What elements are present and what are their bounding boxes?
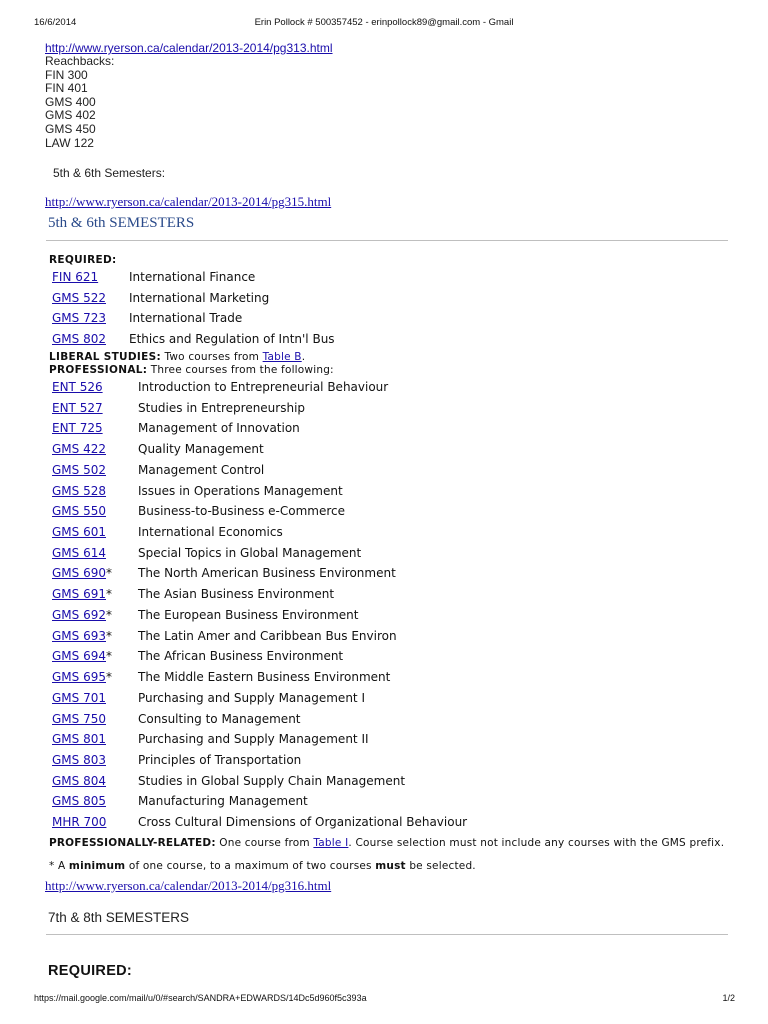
course-code-link[interactable]: GMS 693: [52, 628, 106, 643]
section-heading-5-6: 5th & 6th SEMESTERS: [48, 215, 195, 231]
course-code-link[interactable]: GMS 691: [52, 587, 106, 602]
calendar-link-pg316[interactable]: http://www.ryerson.ca/calendar/2013-2014/pg316.html: [45, 878, 332, 893]
course-code-link[interactable]: GMS 528: [52, 483, 106, 498]
course-title: Special Topics in Global Management: [138, 545, 362, 560]
professionally-related-text: One course from: [215, 837, 314, 849]
print-header: [0, 17, 768, 31]
course-code-link[interactable]: GMS 422: [52, 442, 106, 457]
course-code-link[interactable]: GMS 803: [52, 752, 106, 767]
course-code-link[interactable]: GMS 614: [52, 545, 106, 560]
course-title: Principles of Transportation: [138, 752, 302, 767]
course-title: International Finance: [129, 270, 256, 284]
course-title: Introduction to Entrepreneurial Behaviour: [138, 380, 389, 394]
professionally-related-label: PROFESSIONALLY-RELATED:: [49, 837, 216, 849]
section-heading-7-8: 7th & 8th SEMESTERS: [48, 910, 190, 925]
course-code-link[interactable]: GMS 750: [52, 711, 106, 726]
course-code-link[interactable]: GMS 502: [52, 462, 106, 477]
course-title: International Economics: [138, 525, 283, 540]
course-title: International Marketing: [129, 290, 270, 305]
course-title: Management of Innovation: [138, 421, 300, 436]
course-title: Cross Cultural Dimensions of Organizational Behaviour: [138, 815, 468, 830]
course-title: The Latin Amer and Caribbean Bus Environ: [138, 628, 397, 643]
course-code-link[interactable]: GMS 694: [52, 649, 106, 664]
reachback-item: LAW 122: [45, 135, 94, 150]
liberal-studies-text: Two courses from: [160, 351, 263, 363]
course-title: Quality Management: [138, 442, 264, 457]
asterisk-marker: *: [106, 587, 112, 602]
course-code-link[interactable]: GMS 522: [52, 290, 106, 305]
print-date: 16/6/2014: [34, 17, 77, 28]
reachback-item: FIN 300: [45, 67, 88, 82]
course-title: Management Control: [138, 462, 265, 477]
professional-label: PROFESSIONAL:: [49, 364, 148, 376]
print-page-number: 1/2: [722, 993, 735, 1003]
liberal-studies-label: LIBERAL STUDIES:: [49, 351, 161, 363]
asterisk-marker: *: [106, 628, 112, 643]
course-code-link[interactable]: FIN 621: [52, 270, 99, 284]
reachbacks-block: [45, 55, 114, 150]
course-code-link[interactable]: GMS 701: [52, 690, 106, 705]
section-divider: [46, 934, 728, 935]
section-divider: [46, 240, 728, 241]
calendar-link-pg313[interactable]: http://www.ryerson.ca/calendar/2013-2014/pg313.html: [45, 41, 333, 55]
print-url: https://mail.google.com/mail/u/0/#search/SANDRA+EDWARDS/14Dc5d960f5c393a: [34, 993, 367, 1003]
reachbacks-label: Reachbacks:: [45, 54, 115, 68]
liberal-studies-note: [49, 351, 305, 363]
professionally-related-note: [49, 837, 739, 849]
course-title: Consulting to Management: [138, 711, 301, 726]
minimum-note-bold1: minimum: [68, 860, 126, 872]
liberal-studies-end: .: [301, 351, 306, 363]
minimum-note-part1: * A: [49, 860, 69, 872]
professionally-related-end: . Course selection must not include any courses with the GMS prefix.: [348, 837, 725, 849]
asterisk-marker: *: [106, 649, 112, 664]
course-title: Ethics and Regulation of Intn'l Bus: [129, 332, 335, 347]
course-code-link[interactable]: GMS 801: [52, 732, 106, 747]
required-label-7-8: REQUIRED:: [48, 963, 133, 979]
course-title: The Asian Business Environment: [138, 587, 335, 602]
course-code-link[interactable]: GMS 550: [52, 504, 106, 519]
minimum-note-part2: of one course, to a maximum of two courses: [125, 860, 376, 872]
course-title: The North American Business Environment: [138, 566, 396, 581]
course-title: Issues in Operations Management: [138, 483, 343, 498]
course-title: The African Business Environment: [138, 649, 344, 664]
course-code-link[interactable]: GMS 601: [52, 525, 106, 540]
professional-text: Three courses from the following:: [147, 364, 334, 376]
minimum-note-bold2: must: [375, 860, 406, 872]
minimum-note: [49, 860, 476, 872]
course-code-link[interactable]: GMS 805: [52, 794, 106, 809]
table-i-link[interactable]: Table I: [313, 837, 349, 849]
minimum-note-part3: be selected.: [405, 860, 476, 872]
reachback-item: GMS 400: [45, 94, 96, 109]
asterisk-marker: *: [106, 566, 112, 581]
course-title: International Trade: [129, 311, 243, 326]
print-footer: [0, 993, 768, 1007]
calendar-link-pg315[interactable]: http://www.ryerson.ca/calendar/2013-2014/pg315.html: [45, 194, 332, 209]
course-code-link[interactable]: GMS 692: [52, 607, 106, 622]
course-code-link[interactable]: GMS 695: [52, 670, 106, 685]
course-code-link[interactable]: GMS 802: [52, 332, 106, 347]
course-code-link[interactable]: GMS 804: [52, 773, 106, 788]
course-title: The European Business Environment: [138, 607, 359, 622]
course-title: Manufacturing Management: [138, 794, 308, 809]
reachback-item: GMS 450: [45, 121, 96, 136]
course-code-link[interactable]: MHR 700: [52, 815, 107, 830]
course-title: Purchasing and Supply Management II: [138, 732, 369, 747]
course-title: Purchasing and Supply Management I: [138, 690, 365, 705]
course-title: The Middle Eastern Business Environment: [138, 670, 391, 685]
course-title: Business-to-Business e-Commerce: [138, 504, 345, 519]
course-title: Studies in Global Supply Chain Management: [138, 773, 406, 788]
semesters-label: 5th & 6th Semesters:: [53, 166, 166, 180]
table-b-link[interactable]: Table B: [262, 351, 302, 363]
professional-note: [49, 364, 334, 376]
course-code-link[interactable]: ENT 527: [52, 400, 103, 415]
asterisk-marker: *: [106, 670, 112, 685]
asterisk-marker: *: [106, 607, 112, 622]
print-title: Erin Pollock # 500357452 - erinpollock89@gmail.com - Gmail: [254, 17, 514, 28]
reachback-item: GMS 402: [45, 108, 96, 123]
course-code-link[interactable]: GMS 690: [52, 566, 106, 581]
required-label: REQUIRED:: [49, 254, 117, 266]
reachback-item: FIN 401: [45, 81, 88, 96]
course-code-link[interactable]: ENT 526: [52, 380, 103, 394]
course-code-link[interactable]: GMS 723: [52, 311, 106, 326]
course-code-link[interactable]: ENT 725: [52, 421, 103, 436]
course-title: Studies in Entrepreneurship: [138, 400, 306, 415]
